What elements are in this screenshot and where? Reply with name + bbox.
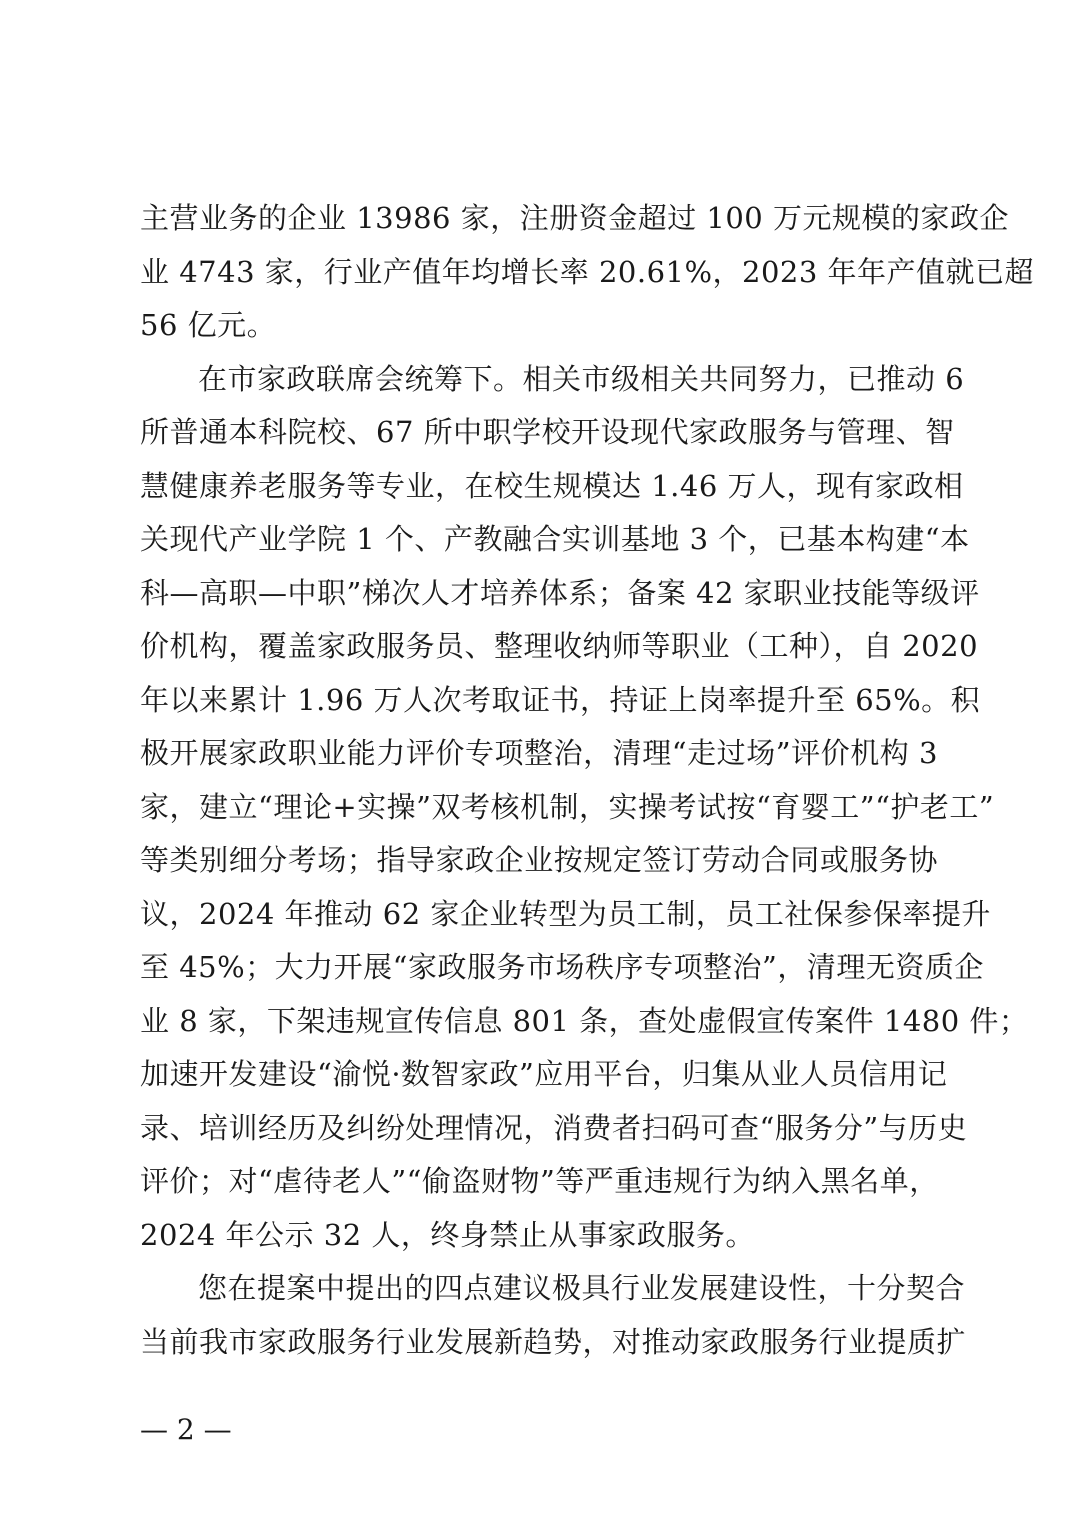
- text-line: 等类别细分考场；指导家政企业按规定签订劳动合同或服务协: [140, 843, 938, 877]
- document-body: [140, 192, 1035, 1369]
- paragraph: [140, 1262, 967, 1369]
- text-line: 年以来累计 1.96 万人次考取证书，持证上岗率提升至 65%。积: [140, 682, 981, 717]
- text-line: 业 4743 家，行业产值年均增长率 20.61%，2023 年年产值就已超: [140, 254, 1035, 289]
- text-line: 在市家政联席会统筹下。相关市级相关共同努力，已推动 6: [198, 361, 965, 396]
- text-line: 价机构，覆盖家政服务员、整理收纳师等职业（工种），自 2020: [140, 629, 979, 663]
- paragraph: [140, 353, 1029, 1263]
- text-line: 56 亿元。: [140, 308, 277, 342]
- text-line: 2024 年公示 32 人，终身禁止从事家政服务。: [140, 1217, 755, 1252]
- text-line: 当前我市家政服务行业发展新趋势，对推动家政服务行业提质扩: [140, 1324, 967, 1359]
- text-line: 业 8 家，下架违规宣传信息 801 条，查处虚假宣传案件 1480 件；: [140, 1003, 1029, 1038]
- text-line: 科—高职—中职”梯次人才培养体系；备案 42 家职业技能等级评: [140, 575, 980, 610]
- text-line: 关现代产业学院 1 个、产教融合实训基地 3 个，已基本构建“本: [140, 522, 970, 556]
- text-line: 慧健康养老服务等专业，在校生规模达 1.46 万人，现有家政相: [140, 468, 964, 503]
- paragraph: [140, 192, 1035, 353]
- page-number: — 2 —: [140, 1413, 232, 1446]
- text-line: 评价；对“虐待老人”“偷盗财物”等严重违规行为纳入黑名单，: [140, 1164, 939, 1198]
- text-line: 至 45%；大力开展“家政服务市场秩序专项整治”，清理无资质企: [140, 950, 984, 984]
- text-line: 主营业务的企业 13986 家，注册资金超过 100 万元规模的家政企: [140, 201, 1009, 235]
- text-line: 加速开发建设“渝悦·数智家政”应用平台，归集从业人员信用记: [140, 1057, 948, 1091]
- text-line: 极开展家政职业能力评价专项整治，清理“走过场”评价机构 3: [140, 736, 938, 770]
- text-line: 议，2024 年推动 62 家企业转型为员工制，员工社保参保率提升: [140, 896, 991, 931]
- text-line: 家，建立“理论+实操”双考核机制，实操考试按“育婴工”“护老工”: [140, 789, 995, 824]
- text-line: 所普通本科院校、67 所中职学校开设现代家政服务与管理、智: [140, 415, 955, 449]
- text-line: 您在提案中提出的四点建议极具行业发展建设性，十分契合: [198, 1271, 966, 1305]
- text-line: 录、培训经历及纠纷处理情况，消费者扫码可查“服务分”与历史: [140, 1110, 968, 1145]
